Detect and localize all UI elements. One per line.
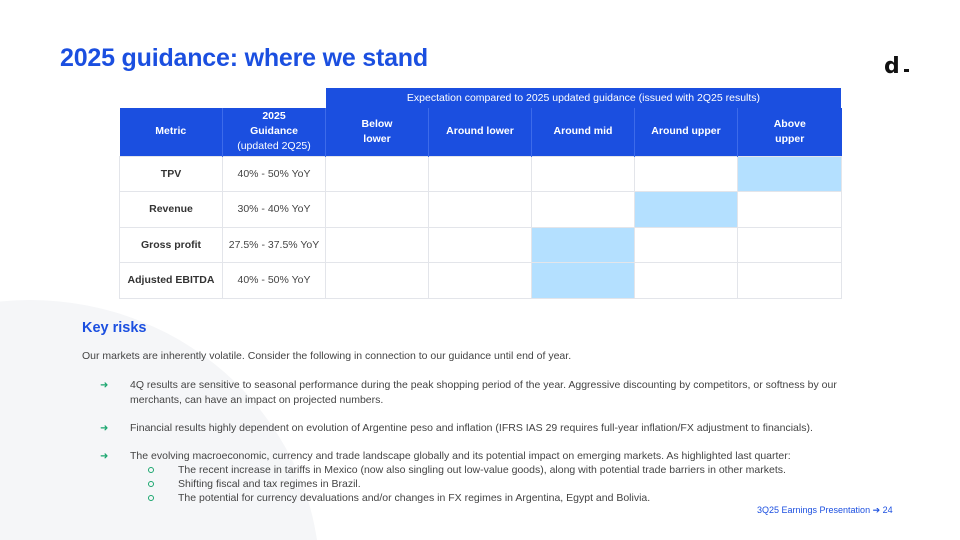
header-around-lower: Around lower bbox=[429, 108, 532, 156]
position-cell bbox=[326, 263, 429, 299]
page-number: 24 bbox=[882, 505, 893, 515]
header-around-upper: Around upper bbox=[635, 108, 738, 156]
table-super-header: Expectation compared to 2025 updated guidance (issued with 2Q25 results) bbox=[326, 88, 841, 108]
key-risks-title: Key risks bbox=[82, 320, 147, 336]
table-row bbox=[120, 192, 842, 228]
risk-bullet-text: 4Q results are sensitive to seasonal performance during the peak shopping period of the year. Aggressive discounting by competitors, or softness by our merchants, can have an impact on projected numbers. bbox=[130, 379, 837, 406]
metric-cell: TPV bbox=[120, 156, 223, 192]
logo-dot bbox=[904, 69, 909, 72]
risk-sub-bullet bbox=[148, 463, 786, 477]
position-cell bbox=[429, 192, 532, 228]
position-cell-highlighted bbox=[532, 263, 635, 299]
risk-sub-bullet-text: Shifting fiscal and tax regimes in Brazil. bbox=[178, 478, 361, 490]
risk-sub-bullet-text: The recent increase in tariffs in Mexico (now also singling out low-value goods), along with potential trade barriers in other markets. bbox=[178, 464, 786, 476]
header-below-line2: lower bbox=[363, 132, 391, 145]
metric-cell: Gross profit bbox=[120, 227, 223, 263]
arrow-bullet-icon: ➜ bbox=[100, 423, 109, 434]
risk-bullet bbox=[100, 421, 880, 436]
guidance-table bbox=[119, 108, 842, 299]
risk-bullet-text: Financial results highly dependent on evolution of Argentine peso and inflation (IFRS IAS 29 requires full-year inflation/FX adjustment to financials). bbox=[130, 422, 813, 434]
table-row bbox=[120, 263, 842, 299]
risk-bullet-text: The evolving macroeconomic, currency and trade landscape globally and its potential impact on emerging markets. As highlighted last quarter: bbox=[130, 450, 791, 462]
guidance-cell: 27.5% - 37.5% YoY bbox=[223, 227, 326, 263]
company-logo: d bbox=[884, 54, 900, 79]
slide-title: 2025 guidance: where we stand bbox=[60, 44, 428, 72]
risk-sub-bullet bbox=[148, 491, 650, 505]
circle-bullet-icon bbox=[148, 467, 154, 473]
risk-bullet bbox=[100, 449, 880, 464]
key-risks-intro: Our markets are inherently volatile. Consider the following in connection to our guidance until end of year. bbox=[82, 350, 572, 362]
guidance-cell: 30% - 40% YoY bbox=[223, 192, 326, 228]
position-cell bbox=[635, 227, 738, 263]
position-cell bbox=[738, 192, 842, 228]
position-cell bbox=[532, 192, 635, 228]
header-above-line2: upper bbox=[775, 132, 805, 145]
header-guidance-line2: Guidance bbox=[250, 125, 298, 138]
position-cell bbox=[635, 263, 738, 299]
arrow-bullet-icon: ➜ bbox=[100, 380, 109, 391]
arrow-bullet-icon: ➜ bbox=[100, 451, 109, 462]
position-cell bbox=[326, 156, 429, 192]
position-cell bbox=[429, 227, 532, 263]
position-cell-highlighted bbox=[532, 227, 635, 263]
footer-text: 3Q25 Earnings Presentation bbox=[757, 505, 871, 515]
position-cell bbox=[532, 156, 635, 192]
position-cell-highlighted bbox=[738, 156, 842, 192]
guidance-cell: 40% - 50% YoY bbox=[223, 263, 326, 299]
header-guidance-line3: (updated 2Q25) bbox=[237, 140, 311, 153]
table-row bbox=[120, 227, 842, 263]
header-above-upper bbox=[738, 108, 842, 156]
position-cell-highlighted bbox=[635, 192, 738, 228]
metric-cell: Revenue bbox=[120, 192, 223, 228]
risk-sub-bullet-text: The potential for currency devaluations and/or changes in FX regimes in Argentina, Egypt and Bolivia. bbox=[178, 492, 651, 504]
table-header-row bbox=[120, 108, 842, 156]
position-cell bbox=[738, 263, 842, 299]
position-cell bbox=[429, 156, 532, 192]
risk-sub-bullet bbox=[148, 477, 361, 491]
table-row bbox=[120, 156, 842, 192]
header-above-line1: Above bbox=[773, 117, 806, 130]
header-guidance bbox=[223, 108, 326, 156]
position-cell bbox=[635, 156, 738, 192]
circle-bullet-icon bbox=[148, 481, 154, 487]
slide-footer bbox=[757, 505, 893, 516]
header-below-lower bbox=[326, 108, 429, 156]
footer-arrow-icon: ➔ bbox=[872, 505, 881, 515]
header-guidance-line1: 2025 bbox=[262, 110, 286, 123]
header-metric: Metric bbox=[120, 108, 223, 156]
metric-cell: Adjusted EBITDA bbox=[120, 263, 223, 299]
header-around-mid: Around mid bbox=[532, 108, 635, 156]
position-cell bbox=[326, 192, 429, 228]
position-cell bbox=[429, 263, 532, 299]
header-below-line1: Below bbox=[361, 117, 393, 130]
risk-bullet bbox=[100, 378, 880, 408]
circle-bullet-icon bbox=[148, 495, 154, 501]
position-cell bbox=[326, 227, 429, 263]
guidance-cell: 40% - 50% YoY bbox=[223, 156, 326, 192]
position-cell bbox=[738, 227, 842, 263]
